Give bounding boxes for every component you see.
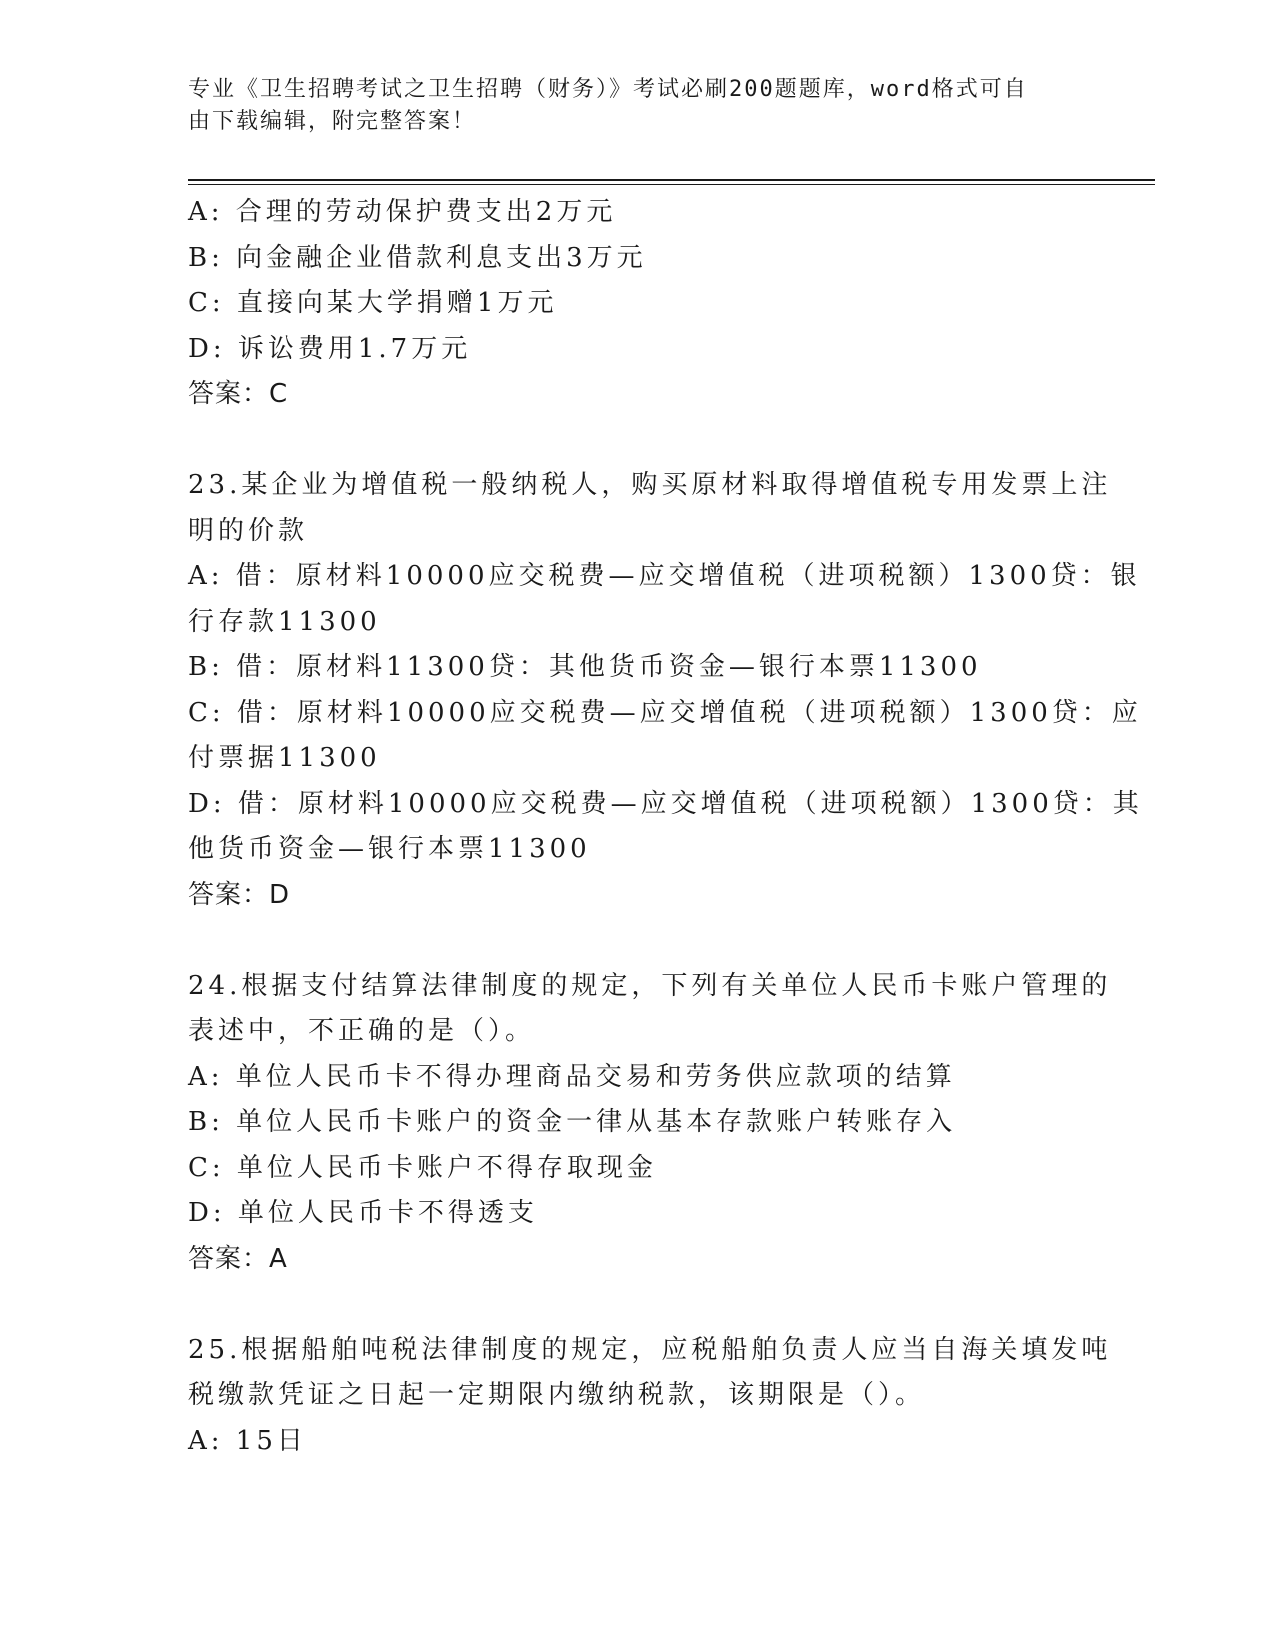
option-c: C: 单位人民币卡账户不得存取现金 xyxy=(188,1152,657,1183)
spacer xyxy=(188,418,1088,464)
document-header xyxy=(188,74,1068,138)
header-line-2: 由下载编辑，附完整答案！ xyxy=(188,109,477,134)
header-divider-thin xyxy=(188,184,1155,185)
question-22 xyxy=(188,190,1088,418)
option-d-cont: 他货币资金—银行本票11300 xyxy=(188,834,591,864)
answer: 答案：C xyxy=(188,379,289,409)
question-stem: 24.根据支付结算法律制度的规定，下列有关单位人民币卡账户管理的 xyxy=(188,970,1112,1001)
spacer xyxy=(188,1282,1088,1328)
option-a: A: 单位人民币卡不得办理商品交易和劳务供应款项的结算 xyxy=(188,1061,956,1092)
answer: 答案：D xyxy=(188,879,291,910)
option-d: D: 借：原材料10000应交税费—应交增值税（进项税额）1300贷：其 xyxy=(188,788,1143,819)
question-stem: 25.根据船舶吨税法律制度的规定，应税船舶负责人应当自海关填发吨 xyxy=(188,1334,1112,1365)
option-b: B: 向金融企业借款利息支出3万元 xyxy=(188,242,647,273)
option-c-cont: 付票据11300 xyxy=(188,743,381,773)
option-a: A: 借：原材料10000应交税费—应交增值税（进项税额）1300贷：银 xyxy=(188,561,1141,591)
question-stem-cont: 表述中，不正确的是（）。 xyxy=(188,1016,536,1046)
question-stem-cont: 明的价款 xyxy=(188,515,309,546)
question-stem-cont: 税缴款凭证之日起一定期限内缴纳税款，该期限是（）。 xyxy=(188,1380,926,1410)
header-line-1: 专业《卫生招聘考试之卫生招聘（财务）》考试必刷200题题库，word格式可自 xyxy=(188,77,1028,102)
spacer xyxy=(188,918,1088,964)
option-b: B: 单位人民币卡账户的资金一律从基本存款账户转账存入 xyxy=(188,1107,957,1137)
header-divider-thick xyxy=(188,179,1155,181)
question-list xyxy=(188,190,1143,1464)
option-a: A: 合理的劳动保护费支出2万元 xyxy=(188,197,617,227)
option-c: C: 借：原材料10000应交税费—应交增值税（进项税额）1300贷：应 xyxy=(188,697,1142,728)
question-25 xyxy=(188,1328,1112,1465)
option-a-cont: 行存款11300 xyxy=(188,606,381,637)
option-a: A: 15日 xyxy=(188,1425,307,1456)
option-b: B: 借：原材料11300贷：其他货币资金—银行本票11300 xyxy=(188,652,982,682)
option-c: C: 直接向某大学捐赠1万元 xyxy=(188,288,558,318)
option-d: D: 单位人民币卡不得透支 xyxy=(188,1198,538,1228)
answer: 答案：A xyxy=(188,1243,288,1274)
question-23 xyxy=(188,463,1143,918)
question-24 xyxy=(188,964,1112,1283)
option-d: D: 诉讼费用1.7万元 xyxy=(188,333,472,364)
question-stem: 23.某企业为增值税一般纳税人，购买原材料取得增值税专用发票上注 xyxy=(188,470,1112,500)
